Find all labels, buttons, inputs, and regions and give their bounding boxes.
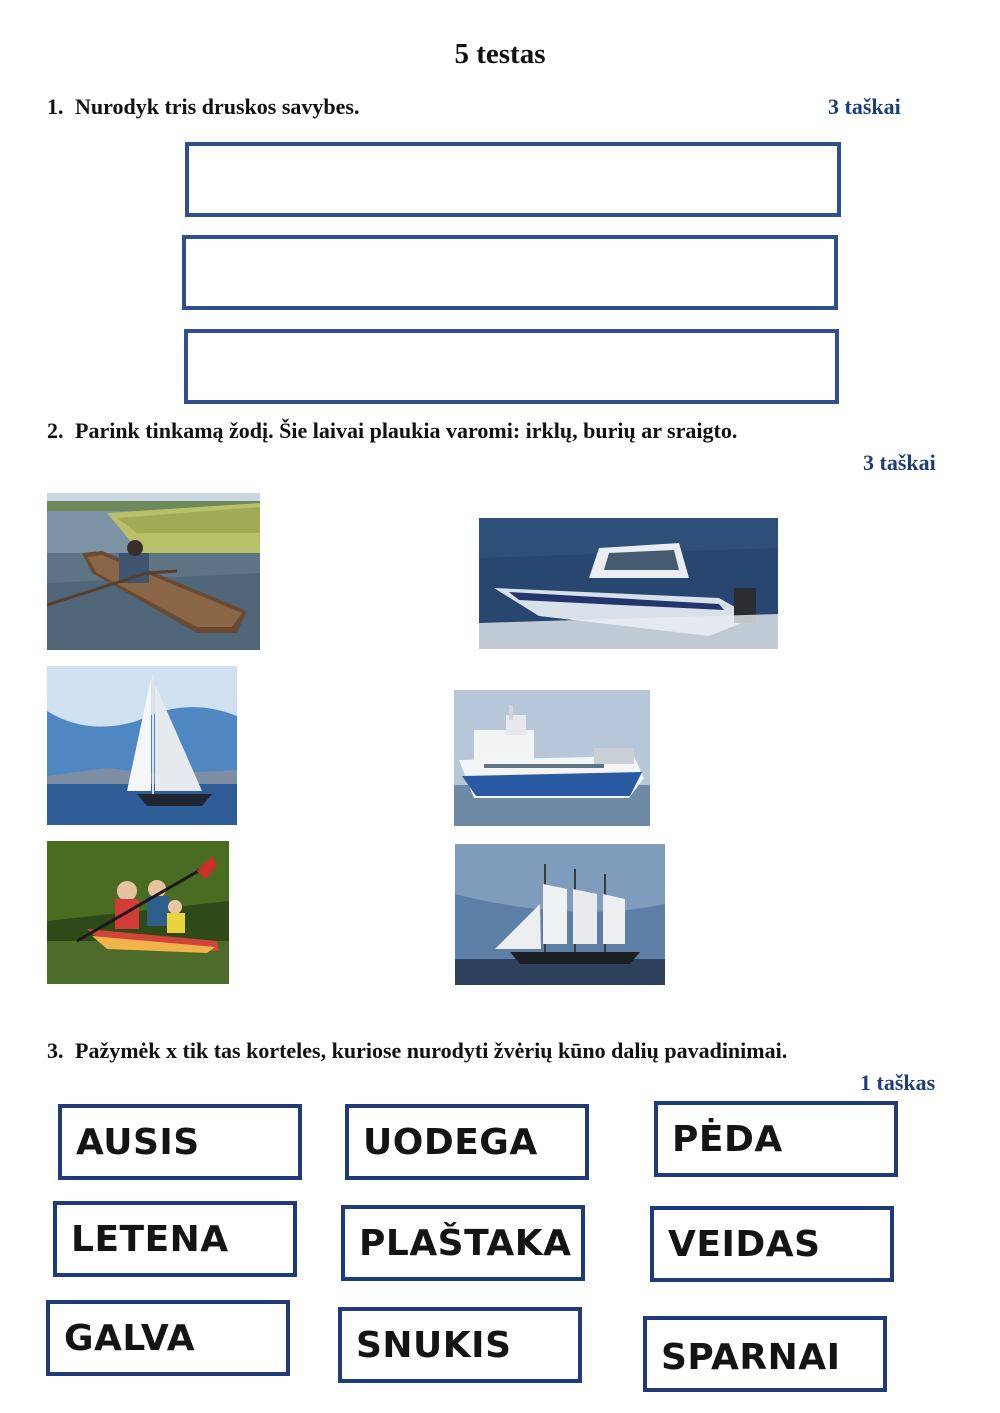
rowboat-photo [47,493,260,650]
card-ausis[interactable]: AUSIS [58,1104,302,1180]
question-3-text: Pažymėk x tik tas korteles, kuriose nurodyti žvėrių kūno dalių pavadinimai. [75,1038,788,1063]
question-1-text: Nurodyk tris druskos savybes. [75,94,360,119]
question-3-points: 1 taškas [860,1070,936,1095]
card-sparnai[interactable]: SPARNAI [643,1316,887,1392]
answer-box-3[interactable] [184,329,839,404]
question-1-points: 3 taškai [828,94,901,119]
tall-ship-photo [455,844,665,985]
card-letena[interactable]: LETENA [53,1201,297,1277]
question-2-points: 3 taškai [863,450,936,475]
card-snukis[interactable]: SNUKIS [338,1307,582,1383]
question-2 [47,418,737,444]
card-uodega[interactable]: UODEGA [345,1104,589,1180]
card-plastaka[interactable]: PLAŠTAKA [341,1205,585,1281]
question-1 [47,94,359,120]
kayak-photo [47,841,229,984]
card-peda[interactable]: PĖDA [654,1101,898,1177]
question-2-number: 2. [47,418,64,443]
question-2-text: Parink tinkamą žodį. Šie laivai plaukia varomi: irklų, burių ar sraigto. [75,418,738,443]
card-galva[interactable]: GALVA [46,1300,290,1376]
page-title: 5 testas [454,38,546,70]
card-veidas[interactable]: VEIDAS [650,1206,894,1282]
question-1-number: 1. [47,94,64,119]
question-3-number: 3. [47,1038,64,1063]
ferry-ship-photo [454,690,650,826]
question-3 [47,1038,787,1064]
answer-box-2[interactable] [182,235,838,310]
sailboat-photo [47,666,237,825]
motorboat-photo [479,518,778,649]
answer-box-1[interactable] [185,142,841,217]
